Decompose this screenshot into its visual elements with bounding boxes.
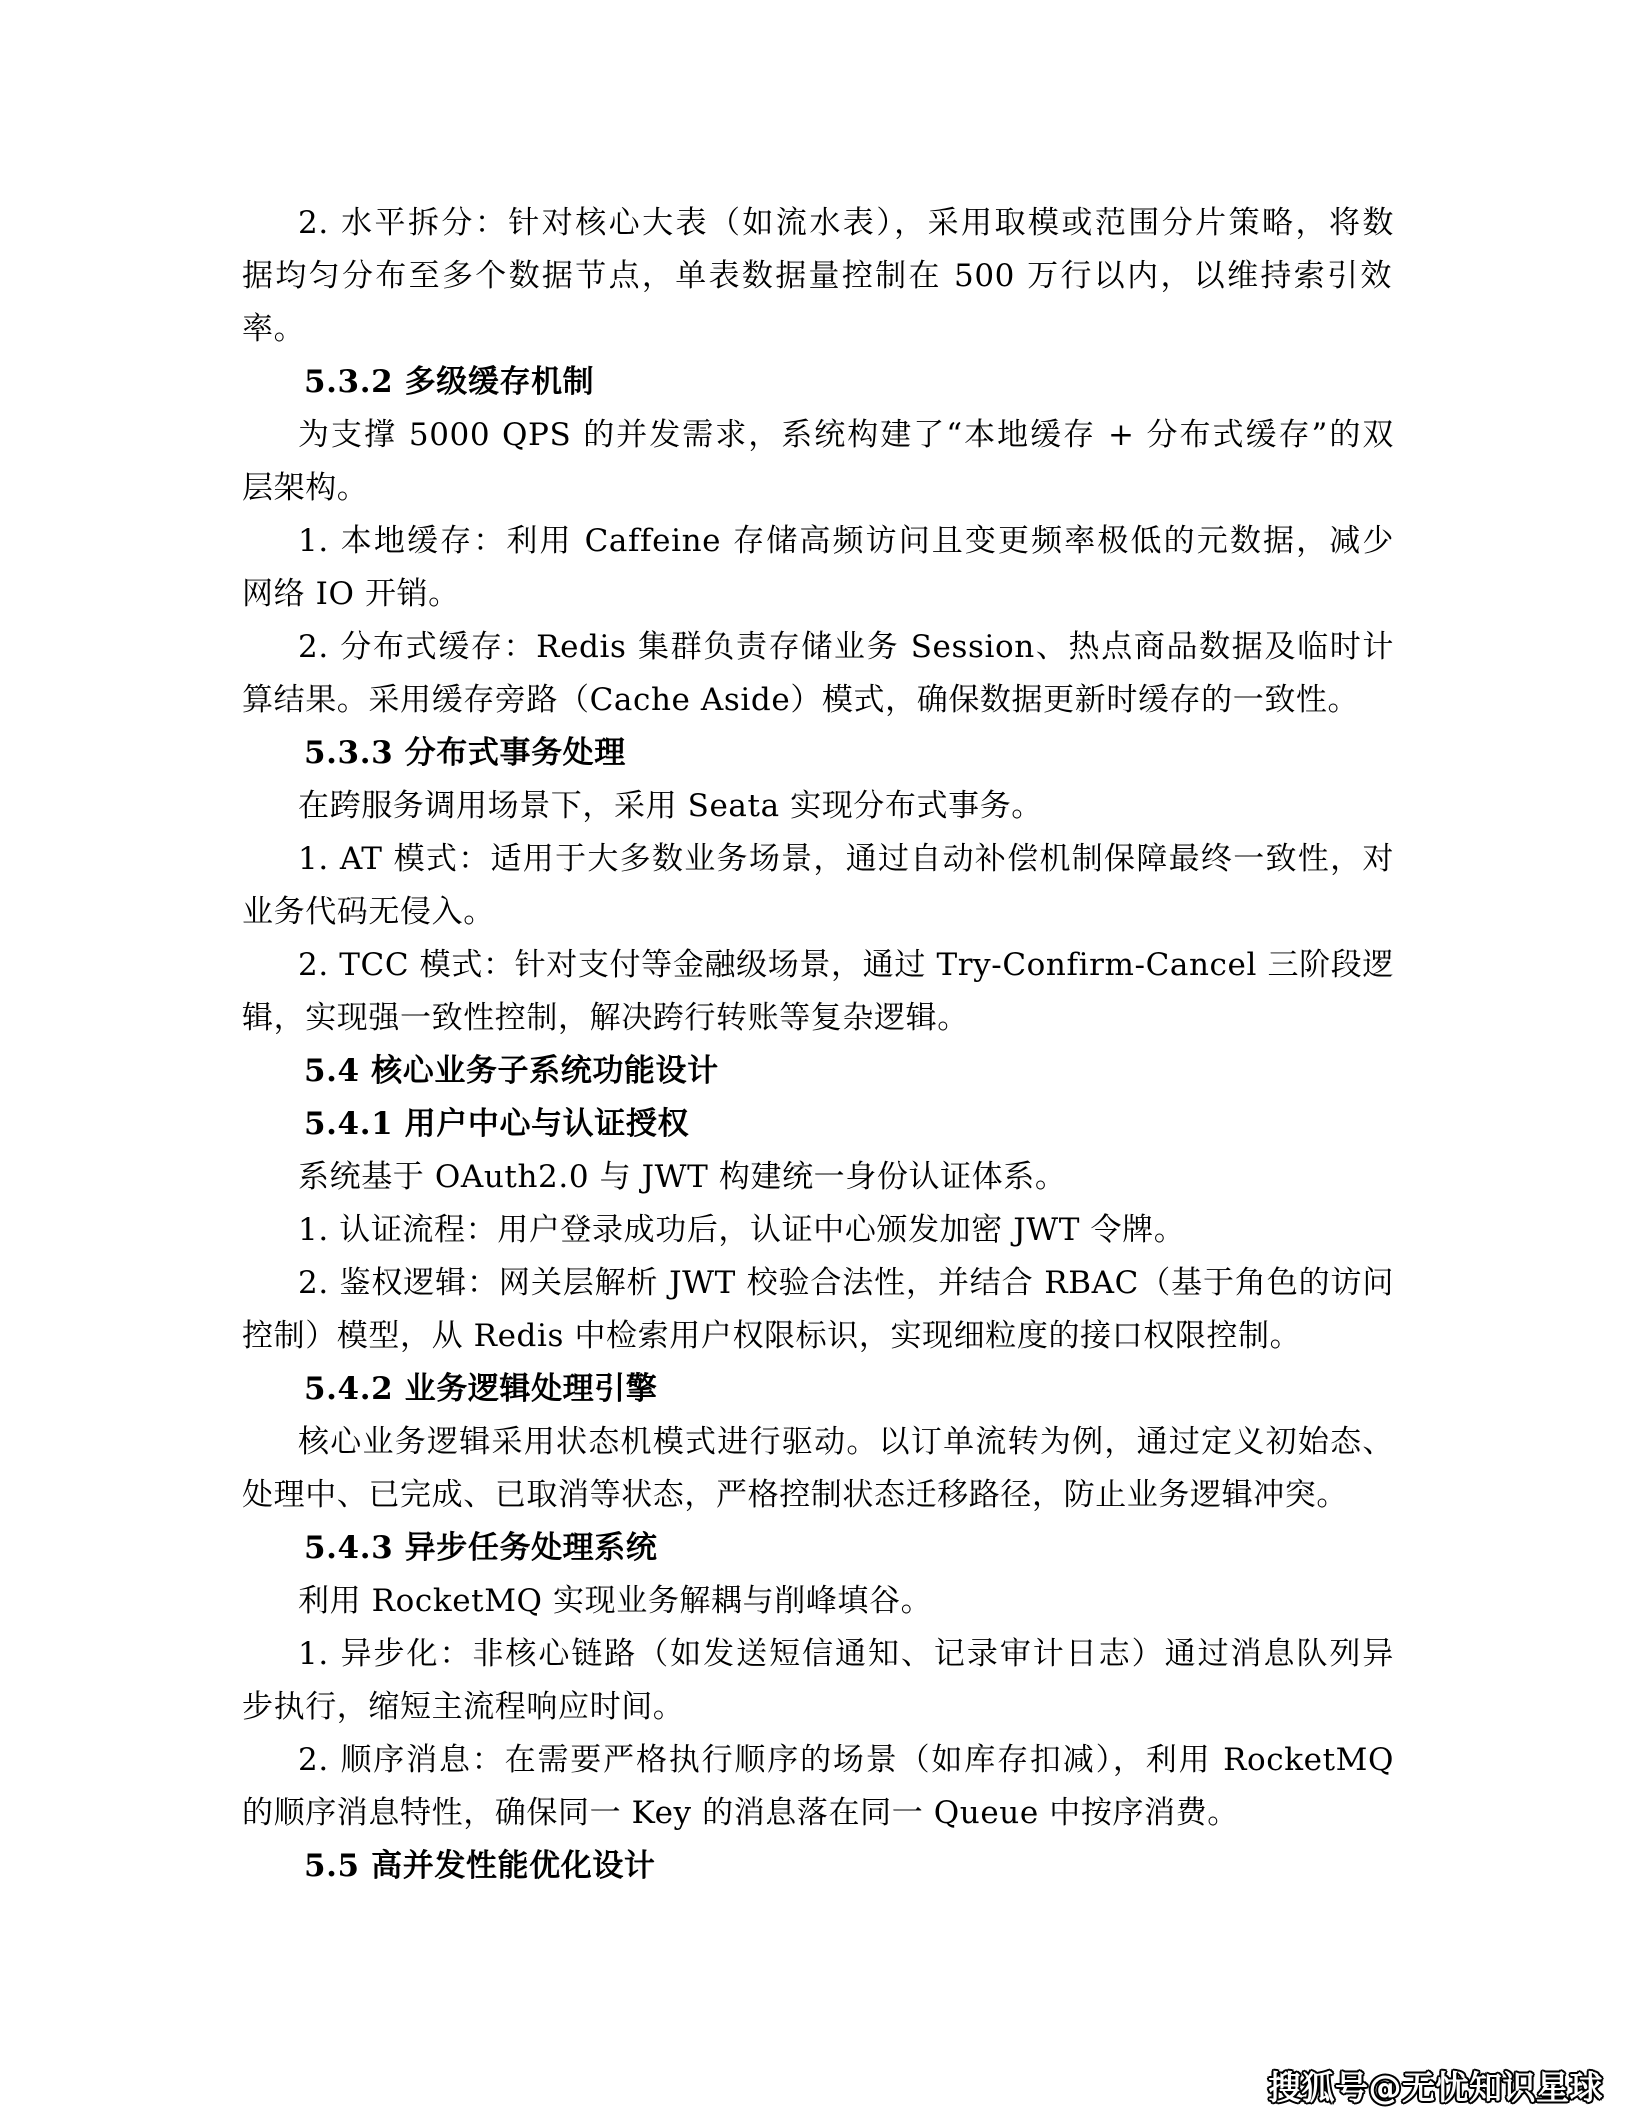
paragraph-line: 率。 bbox=[242, 311, 306, 347]
watermark-text: 搜狐号@无忧知识星球 bbox=[1268, 2068, 1603, 2107]
paragraph-line: 利用 RocketMQ 实现业务解耦与削峰填谷。 bbox=[298, 1583, 933, 1619]
paragraph-line: 在跨服务调用场景下，采用 Seata 实现分布式事务。 bbox=[298, 788, 1043, 824]
paragraph-line: 控制）模型，从 Redis 中检索用户权限标识，实现细粒度的接口权限控制。 bbox=[242, 1318, 1302, 1354]
section-heading: 5.4.2 业务逻辑处理引擎 bbox=[304, 1371, 658, 1407]
paragraph-line: 辑，实现强一致性控制，解决跨行转账等复杂逻辑。 bbox=[242, 1000, 969, 1036]
paragraph-line: 的顺序消息特性，确保同一 Key 的消息落在同一 Queue 中按序消费。 bbox=[242, 1795, 1239, 1831]
paragraph-line: 为支撑 5000 QPS 的并发需求，系统构建了“本地缓存 + 分布式缓存”的双 bbox=[298, 417, 1394, 453]
paragraph-line: 据均匀分布至多个数据节点，单表数据量控制在 500 万行以内，以维持索引效 bbox=[242, 258, 1392, 294]
paragraph-line: 核心业务逻辑采用状态机模式进行驱动。以订单流转为例，通过定义初始态、 bbox=[298, 1424, 1394, 1460]
paragraph-line: 1. 本地缓存：利用 Caffeine 存储高频访问且变更频率极低的元数据，减少 bbox=[298, 523, 1394, 559]
paragraph-line: 业务代码无侵入。 bbox=[242, 894, 495, 930]
section-heading: 5.4.1 用户中心与认证授权 bbox=[304, 1106, 690, 1142]
paragraph-line: 层架构。 bbox=[242, 470, 369, 506]
paragraph-line: 步执行，缩短主流程响应时间。 bbox=[242, 1689, 685, 1725]
paragraph-line: 2. 分布式缓存：Redis 集群负责存储业务 Session、热点商品数据及临时计 bbox=[298, 629, 1394, 665]
paragraph-line: 1. 认证流程：用户登录成功后，认证中心颁发加密 JWT 令牌。 bbox=[298, 1212, 1186, 1248]
paragraph-line: 网络 IO 开销。 bbox=[242, 576, 460, 612]
paragraph-line: 系统基于 OAuth2.0 与 JWT 构建统一身份认证体系。 bbox=[298, 1159, 1067, 1195]
paragraph-line: 1. AT 模式：适用于大多数业务场景，通过自动补偿机制保障最终一致性，对 bbox=[298, 841, 1394, 877]
section-heading: 5.5 高并发性能优化设计 bbox=[304, 1848, 656, 1884]
paragraph-line: 1. 异步化：非核心链路（如发送短信通知、记录审计日志）通过消息队列异 bbox=[298, 1636, 1394, 1672]
paragraph-line: 算结果。采用缓存旁路（Cache Aside）模式，确保数据更新时缓存的一致性。 bbox=[242, 682, 1360, 718]
paragraph-line: 2. 水平拆分：针对核心大表（如流水表），采用取模或范围分片策略，将数 bbox=[298, 205, 1394, 241]
section-heading: 5.3.2 多级缓存机制 bbox=[304, 364, 595, 400]
section-heading: 5.4.3 异步任务处理系统 bbox=[304, 1530, 658, 1566]
paragraph-line: 2. 顺序消息：在需要严格执行顺序的场景（如库存扣减），利用 RocketMQ bbox=[298, 1742, 1394, 1778]
paragraph-line: 处理中、已完成、已取消等状态，严格控制状态迁移路径，防止业务逻辑冲突。 bbox=[242, 1477, 1348, 1513]
section-heading: 5.3.3 分布式事务处理 bbox=[304, 735, 626, 771]
paragraph-line: 2. 鉴权逻辑：网关层解析 JWT 校验合法性，并结合 RBAC（基于角色的访问 bbox=[298, 1265, 1394, 1301]
paragraph-line: 2. TCC 模式：针对支付等金融级场景，通过 Try-Confirm-Cancel 三阶段逻 bbox=[298, 947, 1394, 983]
section-heading: 5.4 核心业务子系统功能设计 bbox=[304, 1053, 719, 1089]
